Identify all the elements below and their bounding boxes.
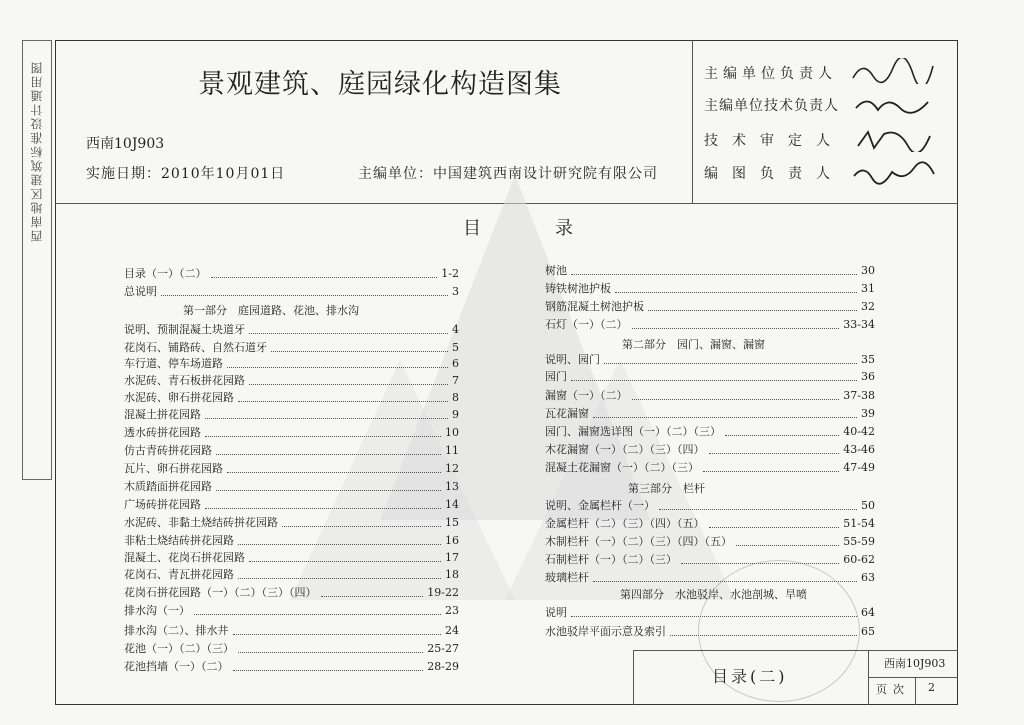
toc-item-page: 24 (445, 624, 459, 637)
toc-row (545, 281, 875, 297)
editing-organization: 主编单位：中国建筑西南设计研究院有限公司 (358, 166, 658, 182)
toc-row (124, 603, 459, 619)
toc-dot-leader (194, 603, 441, 615)
toc-item-page: 14 (445, 498, 459, 511)
toc-item-page: 9 (452, 408, 459, 421)
toc-row (545, 460, 875, 476)
toc-row (545, 534, 875, 550)
toc-dot-leader (571, 369, 857, 381)
toc-dot-leader (238, 533, 441, 545)
toc-row (124, 407, 459, 423)
toc-dot-leader (161, 284, 448, 296)
toc-item-label: 说明、金属栏杆（一） (545, 499, 655, 512)
toc-row (545, 352, 875, 368)
toc-item-page: 5 (452, 341, 459, 354)
footer-page-number: 2 (928, 681, 935, 694)
toc-item-label: 仿古青砖拼花园路 (124, 444, 212, 457)
toc-dot-leader (615, 281, 857, 293)
toc-item-label: 水泥砖、青石板拼花园路 (124, 374, 245, 387)
toc-dot-leader (271, 340, 448, 352)
page-title: 景观建筑、庭园绿化构造图集 (198, 69, 562, 100)
toc-row (124, 373, 459, 389)
toc-dot-leader (703, 460, 839, 472)
signature (848, 160, 938, 186)
toc-item-label: 花岗石、青瓦拼花园路 (124, 568, 234, 581)
toc-dot-leader (238, 641, 423, 653)
toc-dot-leader (571, 263, 857, 275)
footer-vertical-divider (633, 650, 634, 705)
footer-page-label: 页次 (876, 683, 910, 696)
toc-section-heading: 第三部分 栏杆 (628, 482, 705, 495)
toc-dot-leader (227, 461, 441, 473)
toc-item-page: 65 (861, 625, 875, 638)
toc-item-page: 47-49 (843, 461, 875, 474)
toc-item-label: 金属栏杆（二）（三）（四）（五） (545, 517, 705, 530)
toc-item-page: 51-54 (843, 517, 875, 530)
toc-item-label: 花池（一）（二）（三） (124, 642, 234, 655)
toc-item-label: 园门、漏窗选详图（一）（二）（三） (545, 425, 721, 438)
toc-item-label: 车行道、停车场道路 (124, 357, 223, 370)
footer-code: 西南10J903 (884, 657, 946, 670)
toc-dot-leader (709, 516, 839, 528)
toc-item-page: 35 (861, 353, 875, 366)
toc-dot-leader (233, 659, 423, 671)
responsibility-role: 主编单位负责人 (704, 66, 837, 82)
toc-item-page: 7 (452, 374, 459, 387)
toc-row (124, 443, 459, 459)
toc-item-page: 31 (861, 282, 875, 295)
toc-dot-leader (249, 322, 448, 334)
toc-item-label: 说明、预制混凝土块道牙 (124, 323, 245, 336)
toc-item-label: 漏窗（一）（二） (545, 389, 628, 402)
toc-dot-leader (725, 424, 839, 436)
toc-item-page: 13 (445, 480, 459, 493)
toc-item-page: 10 (445, 426, 459, 439)
toc-row (124, 550, 459, 566)
toc-item-label: 透水砖拼花园路 (124, 426, 201, 439)
toc-row (545, 498, 875, 514)
toc-item-page: 55-59 (843, 535, 875, 548)
toc-section-heading: 第一部分 庭园道路、花池、排水沟 (183, 304, 359, 317)
toc-item-page: 23 (445, 604, 459, 617)
toc-dot-leader (659, 498, 857, 510)
toc-item-label: 铸铁树池护板 (545, 282, 611, 295)
toc-item-page: 64 (861, 606, 875, 619)
signature (848, 58, 938, 84)
toc-row (124, 479, 459, 495)
toc-title-right: 录 (555, 218, 573, 239)
toc-item-page: 25-27 (427, 642, 459, 655)
toc-item-label: 树池 (545, 264, 567, 277)
responsibility-role: 编图负责人 (704, 166, 844, 182)
toc-item-label: 混凝土花漏窗（一）（二）（三） (545, 461, 699, 474)
toc-dot-leader (249, 550, 441, 562)
responsibility-role: 主编单位技术负责人 (704, 98, 839, 114)
footer-vertical-divider (915, 677, 916, 705)
toc-section-heading: 第二部分 园门、漏窗、漏窗 (622, 338, 765, 351)
toc-item-label: 木质踏面拼花园路 (124, 480, 212, 493)
toc-dot-leader (321, 585, 423, 597)
toc-dot-leader (632, 317, 839, 329)
toc-item-label: 园门 (545, 370, 567, 383)
toc-item-page: 17 (445, 551, 459, 564)
toc-item-label: 水泥砖、卵石拼花园路 (124, 391, 234, 404)
toc-dot-leader (216, 479, 441, 491)
toc-item-label: 水泥砖、非黏土烧结砖拼花园路 (124, 516, 278, 529)
toc-item-page: 43-46 (843, 443, 875, 456)
toc-item-page: 39 (861, 407, 875, 420)
toc-row (124, 356, 459, 372)
toc-item-label: 瓦花漏窗 (545, 407, 589, 420)
toc-dot-leader (205, 407, 448, 419)
drawing-code: 西南10J903 (86, 136, 165, 152)
toc-item-page: 8 (452, 391, 459, 404)
toc-row (124, 659, 459, 675)
footer-label: 目录(二) (712, 667, 788, 686)
toc-dot-leader (211, 266, 437, 278)
toc-item-label: 总说明 (124, 285, 157, 298)
toc-dot-leader (205, 425, 441, 437)
toc-title-left: 目 (463, 218, 481, 239)
toc-dot-leader (233, 623, 441, 635)
toc-item-label: 混凝土、花岗石拼花园路 (124, 551, 245, 564)
toc-row (124, 623, 459, 639)
toc-item-label: 钢筋混凝土树池护板 (545, 300, 644, 313)
toc-item-page: 50 (861, 499, 875, 512)
toc-item-label: 瓦片、卵石拼花园路 (124, 462, 223, 475)
footer-divider (633, 650, 958, 651)
toc-row (545, 388, 875, 404)
toc-row (124, 497, 459, 513)
toc-section-heading: 第四部分 水池驳岸、水池剖城、旱喷 (620, 588, 807, 601)
toc-dot-leader (593, 406, 857, 418)
toc-row (545, 369, 875, 385)
toc-row (124, 425, 459, 441)
toc-row (124, 284, 459, 300)
toc-dot-leader (238, 567, 441, 579)
toc-item-page: 36 (861, 370, 875, 383)
toc-item-page: 15 (445, 516, 459, 529)
toc-dot-leader (648, 299, 857, 311)
responsibility-role: 技术审定人 (704, 133, 844, 149)
toc-item-label: 混凝土拼花园路 (124, 408, 201, 421)
toc-dot-leader (216, 443, 441, 455)
toc-item-label: 木花漏窗（一）（二）（三）（四） (545, 443, 705, 456)
toc-item-label: 非粘土烧结砖拼花园路 (124, 534, 234, 547)
toc-row (124, 533, 459, 549)
toc-item-label: 石制栏杆（一）（二）（三） (545, 553, 677, 566)
toc-row (545, 442, 875, 458)
toc-item-page: 33-34 (843, 318, 875, 331)
toc-dot-leader (205, 497, 441, 509)
toc-dot-leader (227, 356, 448, 368)
toc-row (545, 516, 875, 532)
toc-item-label: 排水沟（二）、排水井 (124, 624, 229, 637)
margin-text: 西南地区建筑标准设计通用图 (30, 60, 44, 242)
toc-item-label: 石灯（一）（二） (545, 318, 628, 331)
toc-item-page: 3 (452, 285, 459, 298)
toc-item-label: 花岗石、铺路砖、自然石道牙 (124, 341, 267, 354)
toc-item-page: 18 (445, 568, 459, 581)
effective-date: 实施日期：2010年10月01日 (86, 166, 286, 182)
toc-row (545, 552, 875, 568)
toc-row (124, 567, 459, 583)
toc-item-page: 12 (445, 462, 459, 475)
toc-row (545, 317, 875, 333)
toc-row (124, 461, 459, 477)
toc-item-label: 目录（一）（二） (124, 267, 207, 280)
toc-item-page: 30 (861, 264, 875, 277)
toc-row (124, 340, 459, 356)
toc-item-page: 37-38 (843, 389, 875, 402)
toc-row (124, 641, 459, 657)
toc-dot-leader (282, 515, 441, 527)
toc-item-page: 6 (452, 357, 459, 370)
toc-row (545, 406, 875, 422)
toc-item-page: 32 (861, 300, 875, 313)
toc-dot-leader (238, 390, 448, 402)
toc-dot-leader (249, 373, 448, 385)
toc-dot-leader (604, 352, 857, 364)
toc-row (124, 266, 459, 282)
toc-row (545, 424, 875, 440)
toc-dot-leader (736, 534, 839, 546)
toc-row (124, 515, 459, 531)
toc-item-page: 11 (445, 444, 459, 457)
toc-item-page: 60-62 (843, 553, 875, 566)
signature (848, 126, 938, 152)
toc-item-page: 19-22 (427, 586, 459, 599)
toc-item-page: 63 (861, 571, 875, 584)
toc-item-label: 花岗石拼花园路（一）（二）（三）（四） (124, 586, 317, 599)
toc-dot-leader (709, 442, 839, 454)
toc-row (545, 299, 875, 315)
toc-item-page: 4 (452, 323, 459, 336)
toc-item-label: 说明、园门 (545, 353, 600, 366)
toc-item-label: 说明 (545, 606, 567, 619)
toc-dot-leader (632, 388, 839, 400)
toc-item-label: 水池驳岸平面示意及索引 (545, 625, 666, 638)
toc-item-page: 16 (445, 534, 459, 547)
toc-row (545, 263, 875, 279)
toc-item-label: 排水沟（一） (124, 604, 190, 617)
footer-divider (868, 677, 958, 678)
toc-item-label: 花池挡墙（一）（二） (124, 660, 229, 673)
toc-item-page: 40-42 (843, 425, 875, 438)
toc-row (124, 390, 459, 406)
toc-item-label: 木制栏杆（一）（二）（三）（四）（五） (545, 535, 732, 548)
toc-item-label: 广场砖拼花园路 (124, 498, 201, 511)
toc-item-page: 1-2 (441, 267, 459, 280)
toc-item-page: 28-29 (427, 660, 459, 673)
toc-item-label: 玻璃栏杆 (545, 571, 589, 584)
toc-row (124, 322, 459, 338)
toc-row (124, 585, 459, 601)
signature (848, 90, 938, 116)
